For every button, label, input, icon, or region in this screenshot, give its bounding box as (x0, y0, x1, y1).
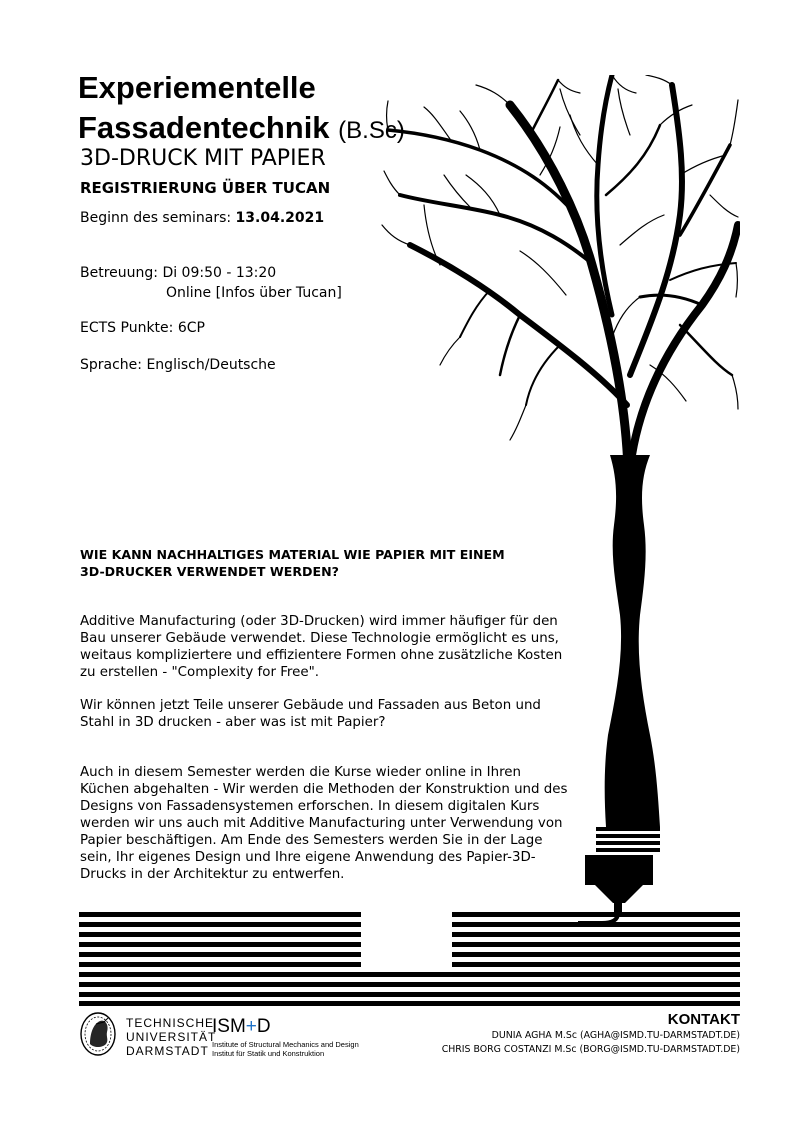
contact-agha: DUNIA AGHA M.Sc (AGHA@ISMD.TU-DARMSTADT.DE) (491, 1030, 740, 1041)
ismd-name-en: Institute of Structural Mechanics and Design (212, 1040, 359, 1049)
ismd-logo (212, 1016, 271, 1038)
tu-name-line2: UNIVERSITÄT (126, 1030, 217, 1044)
ismd-prefix: ISM (212, 1016, 246, 1037)
tu-name-line1: TECHNISCHE (126, 1016, 215, 1030)
ects-points: ECTS Punkte: 6CP (80, 320, 205, 336)
tu-name-line3: DARMSTADT (126, 1044, 209, 1058)
ismd-name-de: Institut für Statik und Konstruktion (212, 1049, 325, 1058)
course-title-line1: Experiementelle (78, 70, 316, 105)
start-date-value: 13.04.2021 (235, 210, 325, 226)
ismd-plus: + (245, 1016, 257, 1037)
ismd-suffix: D (256, 1016, 271, 1037)
supervision-line2: Online [Infos über Tucan] (166, 285, 342, 301)
course-title-main: Fassadentechnik (78, 110, 330, 145)
subtitle: 3D-DRUCK MIT PAPIER (80, 146, 326, 171)
paragraph-paper-question: Wir können jetzt Teile unserer Gebäude und Fassaden aus Beton und Stahl in 3D drucken - aber was ist mit Papier? (80, 698, 541, 730)
paragraph-additive-manufacturing: Additive Manufacturing (oder 3D-Drucken) wird immer häufiger für den Bau unserer Gebäude verwendet. Diese Technologie ermöglicht es uns, weitaus kompliziertere und effizientere Formen ohne zusätzliche Kosten zu erstellen - "Complexity for Free". (80, 614, 563, 680)
start-date-label: Beginn des seminars: (80, 210, 236, 226)
course-title-line2 (78, 110, 405, 149)
language: Sprache: Englisch/Deutsche (80, 357, 276, 373)
contact-heading: KONTAKT (667, 1011, 740, 1028)
lead-question: WIE KANN NACHHALTIGES MATERIAL WIE PAPIER MIT EINEM 3D-DRUCKER VERWENDET WERDEN? (80, 547, 505, 579)
supervision-line1: Betreuung: Di 09:50 - 13:20 (80, 265, 277, 281)
tu-darmstadt-seal-icon (78, 1010, 118, 1058)
degree-label: (B.Sc) (338, 117, 405, 144)
start-date-line (80, 210, 324, 226)
contact-borg: CHRIS BORG COSTANZI M.Sc (BORG@ISMD.TU-DARMSTADT.DE) (441, 1044, 740, 1055)
registration-note: REGISTRIERUNG ÜBER TUCAN (80, 179, 331, 197)
paragraph-semester-course: Auch in diesem Semester werden die Kurse wieder online in Ihren Küchen abgehalten - Wir werden die Methoden der Konstruktion und des Designs von Fassadensystemen erforschen. In diesem digitalen Kurs werden wir uns auch mit Additive Manufacturing unter Verwendung von Papier beschäftigen. Am Ende des Semesters werden Sie in der Lage sein, Ihr eigenes Design und Ihre eigene Anwendung des Papier-3D- Drucks in der Architektur zu entwerfen. (80, 765, 568, 882)
printed-layers-graphic (79, 912, 740, 1006)
